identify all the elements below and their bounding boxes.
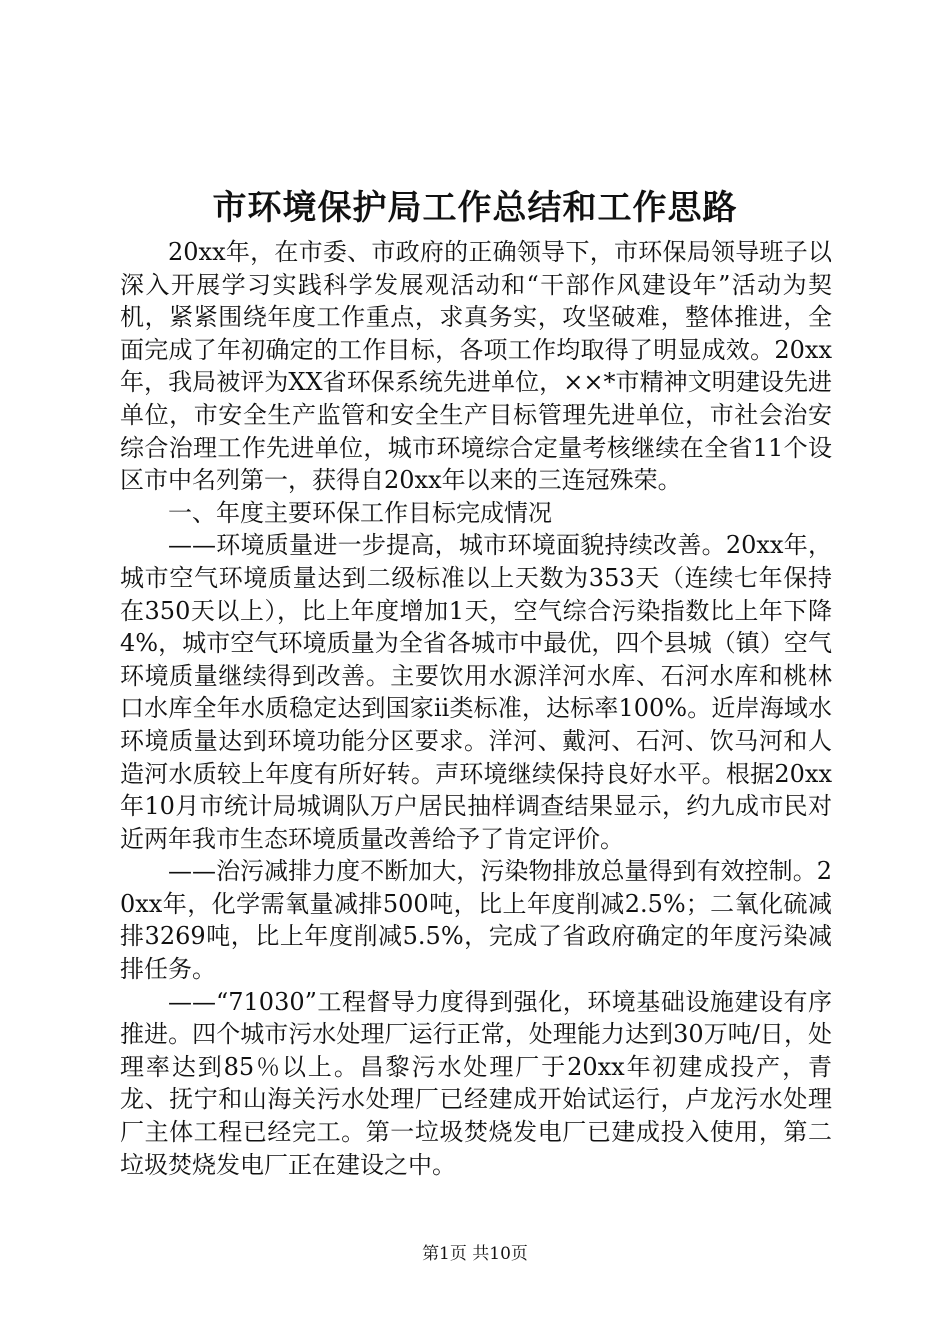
section-heading: 一、年度主要环保工作目标完成情况	[168, 498, 552, 527]
page-number-footer: 第1页 共10页	[422, 1244, 528, 1264]
paragraph-infrastructure: ——“71030”工程督导力度得到强化，环境基础设施建设有序推进。四个城市污水处理厂运行正常，处理能力达到30万吨/日，处理率达到85％以上。昌黎污水处理厂于20xx年初建成投产，青龙、抚宁和山海关污水处理厂已经建成开始试运行，卢龙污水处理厂主体工程已经完工。第一垃圾焚烧发电厂已建成投入使用，第二垃圾焚烧发电厂正在建设之中。	[120, 987, 832, 1179]
paragraph-emission-reduction: ——治污减排力度不断加大，污染物排放总量得到有效控制。20xx年，化学需氧量减排500吨，比上年度削减2.5%；二氧化硫减排3269吨，比上年度削减5.5%，完成了省政府确定的年度污染减排任务。	[120, 857, 832, 984]
document-body	[120, 236, 832, 1181]
document-title: 市环境保护局工作总结和工作思路	[212, 188, 738, 228]
paragraph-environment-quality: ——环境质量进一步提高，城市环境面貌持续改善。20xx年，城市空气环境质量达到二级标准以上天数为353天（连续七年保持在350天以上），比上年度增加1天，空气综合污染指数比上年下降4%，城市空气环境质量为全省各城市中最优，四个县城（镇）空气环境质量继续得到改善。主要饮用水源洋河水库、石河水库和桃林口水库全年水质稳定达到国家ii类标准，达标率100%。近岸海域水环境质量达到环境功能分区要求。洋河、戴河、石河、饮马河和人造河水质较上年度有所好转。声环境继续保持良好水平。根据20xx年10月市统计局城调队万户居民抽样调查结果显示，约九成市民对近两年我市生态环境质量改善给予了肯定评价。	[120, 531, 832, 853]
paragraph-intro: 20xx年，在市委、市政府的正确领导下，市环保局领导班子以深入开展学习实践科学发展观活动和“干部作风建设年”活动为契机，紧紧围绕年度工作重点，求真务实，攻坚破难，整体推进，全面完成了年初确定的工作目标，各项工作均取得了明显成效。20xx年，我局被评为XX省环保系统先进单位，××*市精神文明建设先进单位，市安全生产监管和安全生产目标管理先进单位，市社会治安综合治理工作先进单位，城市环境综合定量考核继续在全省11个设区市中名列第一，获得自20xx年以来的三连冠殊荣。	[120, 238, 832, 495]
